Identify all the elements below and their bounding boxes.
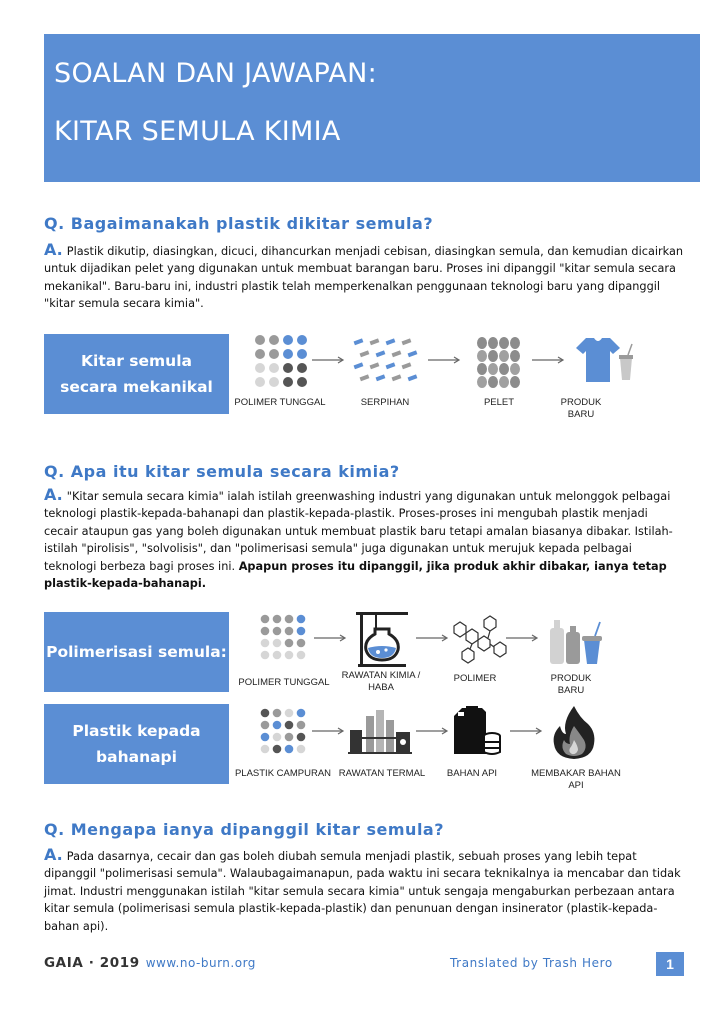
flow-label-mechanical [44, 334, 229, 414]
question-2: Q. Apa itu kitar semula secara kimia? [44, 462, 400, 481]
step-label: POLIMER TUNGGAL [234, 397, 326, 408]
answer-2-bold: Apapun proses itu dipanggil, jika produk akhir dibakar, ianya tetap plastik-kepada-bahanapi. [44, 559, 667, 591]
title-banner [44, 34, 700, 182]
arrow-right-icon [416, 727, 450, 735]
step-label: SERPIHAN [360, 397, 410, 408]
dots-grid-icon [254, 334, 308, 388]
title-line-2: KITAR SEMULA KIMIA [54, 116, 341, 147]
bottles-icon [548, 616, 602, 664]
arrow-right-icon [532, 356, 566, 364]
answer-3-text: Pada dasarnya, cecair dan gas boleh diubah semula menjadi plastik, sebuah proses yang lebih tepat dipanggil "polimerisasi semula". Walaubagaimanapun, pada waktu ini secara teknikalnya ia mencabar dan tidak jimat. Industri menggunakan istilah "kitar semula secara kimia" untuk sengaja mengaburkan perbezaan antara kitar semula (polimerisasi semula plastik-kepada-plastik) dan penunuan dengan insinerator (plastik-kepada-bahan api). [44, 850, 681, 933]
step-label: POLIMER [453, 673, 497, 684]
answer-2 [44, 486, 684, 592]
step-label: PRODUK BARU [560, 397, 602, 420]
flow-label-plastic-to-fuel [44, 704, 229, 784]
answer-3 [44, 846, 684, 935]
flow-label-fuel-text: Plastik kepada bahanapi [72, 722, 201, 766]
arrow-right-icon [510, 727, 544, 735]
answer-1-text: Plastik dikutip, diasingkan, dicuci, dihancurkan menjadi cebisan, diasingkan semula, dan kemudian dicairkan untuk dijadikan pelet yang digunakan untuk membuat barangan baru. Proses ini dipanggil "kitar semula secara mekanikal". Baru-baru ini, industri plastik telah memperkenalkan penggunaan teknologi baru yang dipanggil "kitar semula secara kimia". [44, 245, 684, 311]
flame-icon [552, 704, 596, 760]
molecule-icon [448, 614, 508, 668]
arrow-right-icon [312, 356, 346, 364]
fuel-can-icon [452, 706, 502, 758]
arrow-right-icon [314, 634, 348, 642]
flow-label-repolymerisation [44, 612, 229, 692]
flow-label-mechanical-text: Kitar semula secara mekanikal [60, 352, 213, 396]
footer-org [44, 955, 256, 971]
step-label: POLIMER TUNGGAL [238, 677, 330, 688]
page-number: 1 [656, 952, 684, 976]
footer-url[interactable]: www.no-burn.org [145, 956, 256, 970]
answer-marker: A. [44, 240, 63, 259]
answer-marker: A. [44, 485, 63, 504]
pellets-icon [476, 336, 522, 388]
mixed-dots-icon [260, 708, 308, 756]
arrow-right-icon [312, 727, 346, 735]
arrow-right-icon [506, 634, 540, 642]
step-label: PRODUK BARU [550, 673, 592, 696]
flakes-icon [352, 338, 418, 388]
question-3: Q. Mengapa ianya dipanggil kitar semula? [44, 820, 445, 839]
title-line-1: SOALAN DAN JAWAPAN: [54, 58, 378, 89]
flow-label-repoly-text: Polimerisasi semula: [46, 643, 227, 661]
step-label: MEMBAKAR BAHAN API [531, 768, 621, 791]
step-label: RAWATAN TERMAL [338, 768, 426, 779]
footer-credit: Translated by Trash Hero [450, 956, 613, 970]
tshirt-cup-icon [576, 336, 636, 384]
arrow-right-icon [416, 634, 450, 642]
step-label: PLASTIK CAMPURAN [234, 768, 332, 779]
arrow-right-icon [428, 356, 462, 364]
answer-marker: A. [44, 845, 63, 864]
answer-1 [44, 241, 684, 313]
answer-2-text: "Kitar semula secara kimia" ialah istilah greenwashing industri yang digunakan untuk melonggok pelbagai teknologi plastik-kepada-bahanapi dan plastik-kepada-plastik. Proses-proses ini mengubah plastik menjadi cecair ataupun gas yang boleh digunakan untuk membuat plastik baru tetapi amalan biasanya dibakar. Istilah-istilah "pirolisis", "solvolisis", dan "polimerisasi semula" juga digunakan untuk merujuk kepada pelbagai teknologi berbeza bagi proses ini. [44, 490, 673, 573]
flask-heat-icon [354, 610, 410, 668]
step-label: RAWATAN KIMIA / HABA [341, 670, 421, 693]
step-label: BAHAN API [446, 768, 498, 779]
question-1: Q. Bagaimanakah plastik dikitar semula? [44, 214, 434, 233]
dots-grid-icon [260, 614, 308, 662]
step-label: PELET [483, 397, 515, 408]
factory-icon [346, 708, 414, 754]
footer-org-text: GAIA · 2019 [44, 955, 140, 971]
